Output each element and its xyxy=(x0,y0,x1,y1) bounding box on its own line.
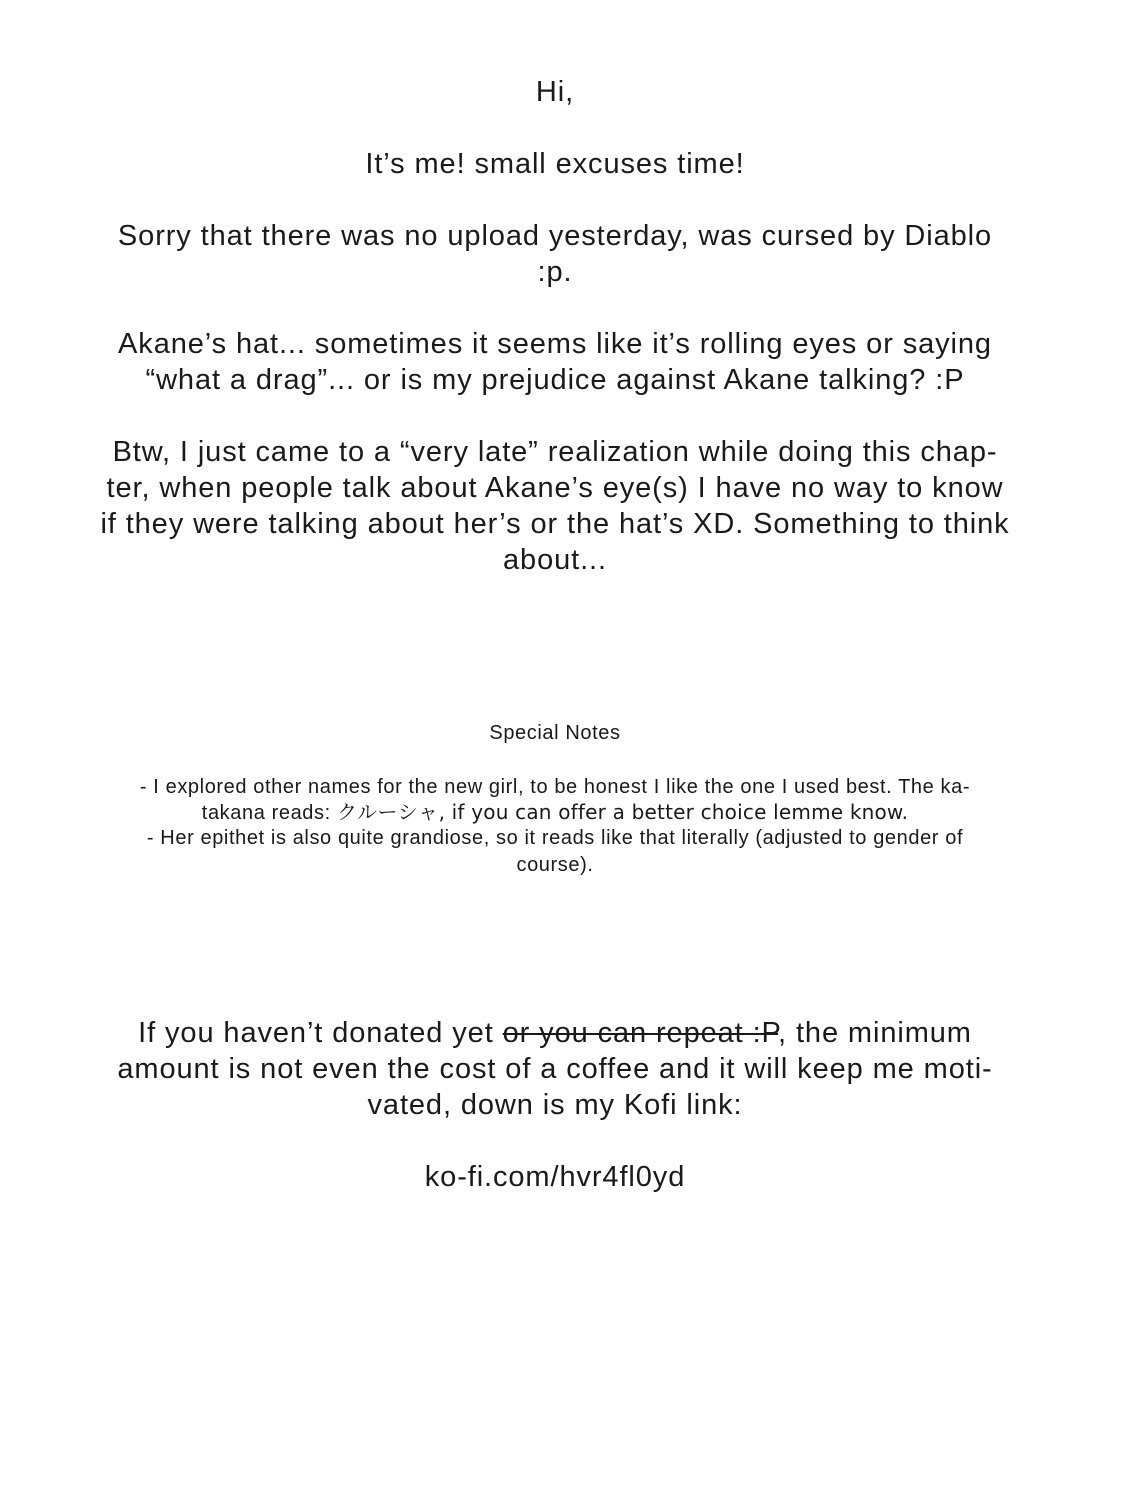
special-notes-title: Special Notes xyxy=(489,722,621,744)
donation-line-3: vated, down is my Kofi link: xyxy=(367,1089,743,1121)
hat-paragraph-line-1: Akane’s hat... sometimes it seems like it’s rolling eyes or saying xyxy=(118,328,992,360)
donation-line-1 xyxy=(55,1015,1055,1051)
greeting: Hi, xyxy=(535,76,575,108)
note-2-line-1: - Her epithet is also quite grandiose, so it reads like that literally (adjusted to gender of xyxy=(146,827,964,849)
note-1-line-2 xyxy=(55,799,1055,826)
donation-strikethrough-text: or you can repeat :P xyxy=(502,1017,779,1049)
realization-line-1: Btw, I just came to a “very late” realization while doing this chap- xyxy=(112,436,998,468)
realization-line-3: if they were talking about her’s or the hat’s XD. Something to think xyxy=(100,508,1010,540)
katakana-name: クルーシャ xyxy=(336,800,439,824)
donation-suffix: , the minimum xyxy=(778,1017,972,1049)
kofi-link[interactable]: ko-fi.com/hvr4fl0yd xyxy=(424,1161,686,1193)
note-1-prefix: takana reads: xyxy=(201,802,337,824)
apology-line-2: :p. xyxy=(537,256,573,288)
realization-line-4: about... xyxy=(503,544,607,576)
realization-line-2: ter, when people talk about Akane’s eye(s) I have no way to know xyxy=(106,472,1004,504)
note-2-line-2: course). xyxy=(516,854,594,876)
intro-line: It’s me! small excuses time! xyxy=(365,148,745,180)
donation-line-2: amount is not even the cost of a coffee and it will keep me moti- xyxy=(117,1053,993,1085)
note-1-line-1: - I explored other names for the new girl, to be honest I like the one I used best. The ka- xyxy=(139,776,971,798)
note-1-suffix: , if you can offer a better choice lemme know. xyxy=(438,800,909,824)
donation-prefix: If you haven’t donated yet xyxy=(138,1017,503,1049)
apology-line-1: Sorry that there was no upload yesterday, was cursed by Diablo xyxy=(117,220,993,252)
hat-paragraph-line-2: “what a drag”... or is my prejudice against Akane talking? :P xyxy=(145,364,965,396)
